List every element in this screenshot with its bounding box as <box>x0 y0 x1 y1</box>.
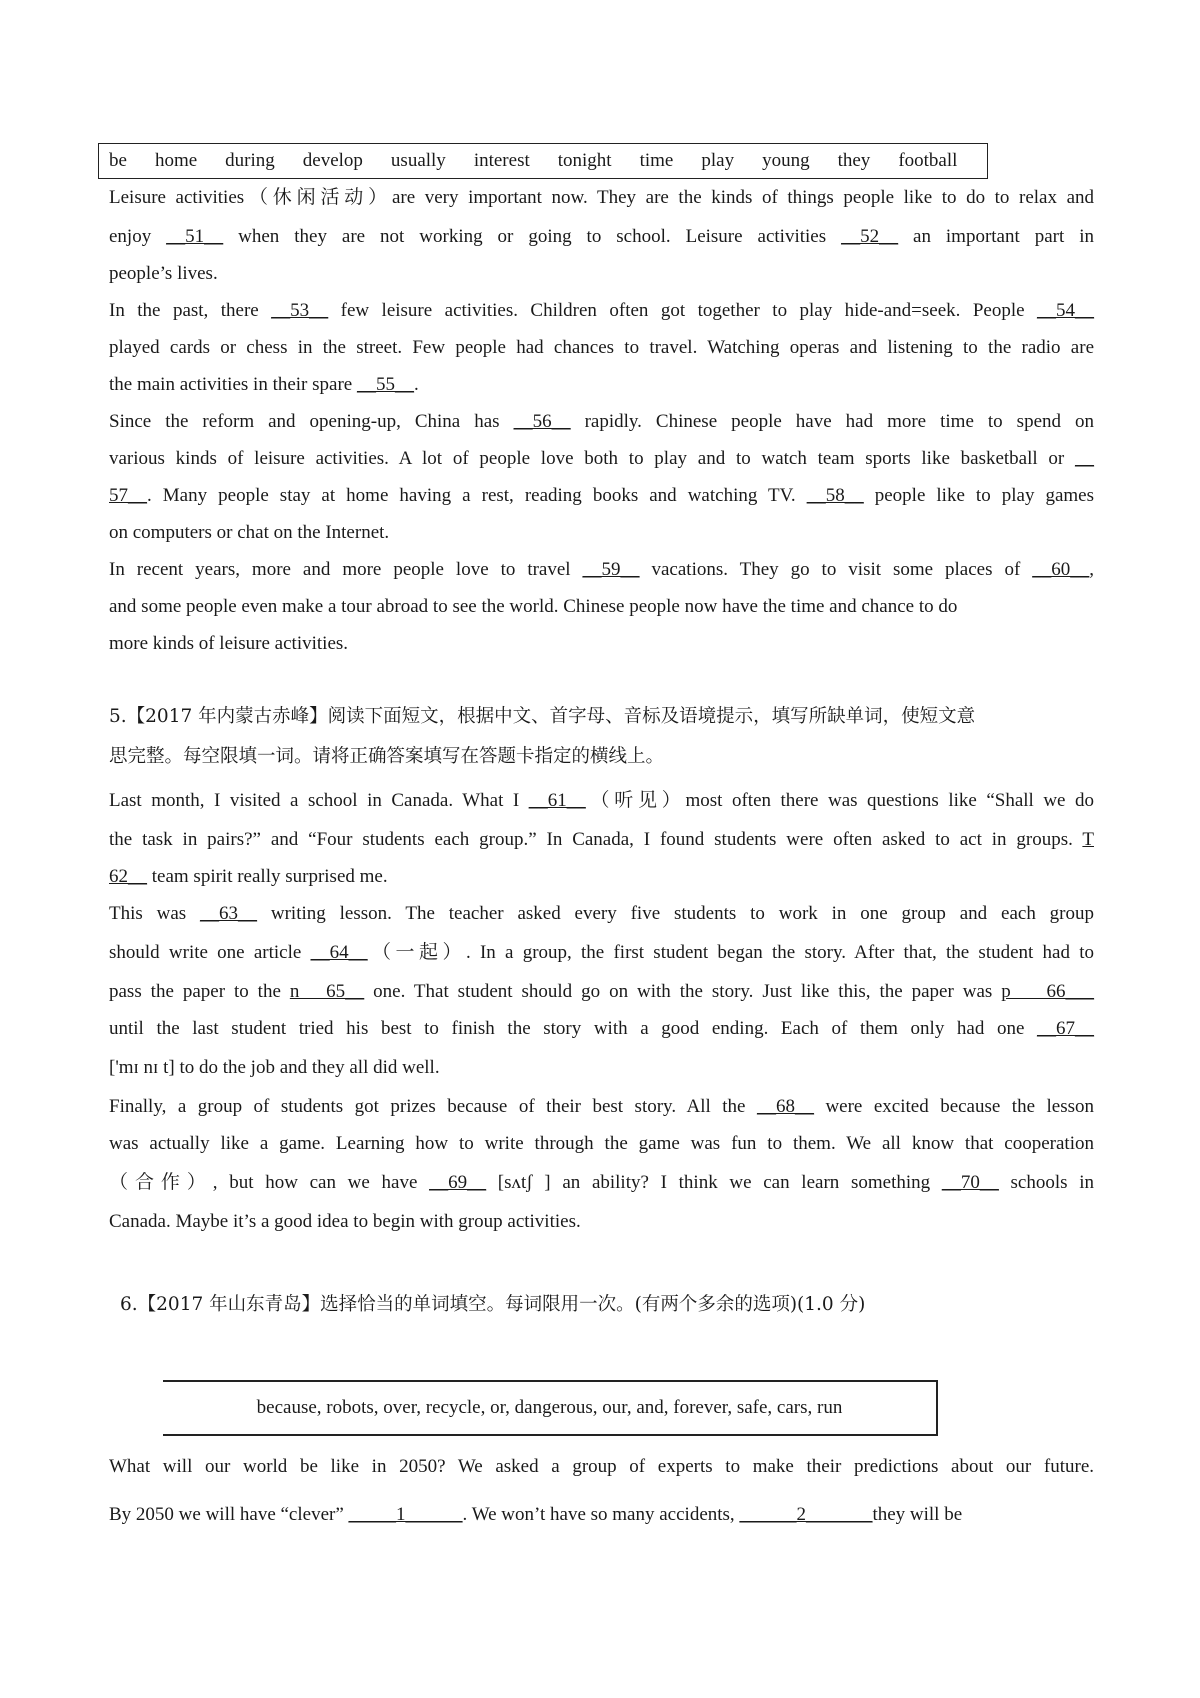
passage-line: the task in pairs?” and “Four students each group.” In Canada, I found students were often asked to act in groups. T <box>109 829 1094 850</box>
answer-blank-55[interactable]: __55__ <box>356 374 414 395</box>
passage-line: 57__. Many people stay at home having a rest, reading books and watching TV. __58__ people like to play games <box>109 485 1095 506</box>
answer-blank-63[interactable]: __63__ <box>200 903 258 924</box>
answer-blank-2[interactable]: ______2_______ <box>739 1504 873 1525</box>
word-bank-item: during <box>225 150 275 171</box>
passage-line: should write one article __64__（一起）. In a group, the first student began the story. After that, the student had to <box>109 942 1094 963</box>
word-bank-item: young <box>762 150 810 171</box>
word-bank-item: play <box>701 150 735 171</box>
passage-line: more kinds of leisure activities. <box>109 633 349 654</box>
word-bank-item: develop <box>302 150 363 171</box>
answer-blank-54[interactable]: __54__ <box>1037 300 1094 321</box>
answer-blank-56[interactable]: __56__ <box>513 411 571 432</box>
question-6-heading: 6.【2017 年山东青岛】选择恰当的单词填空。每词限用一次。(有两个多余的选项)(1.0 分) <box>120 1294 866 1315</box>
passage-line: played cards or chess in the street. Few people had chances to travel. Watching operas and listening to the radio are <box>109 337 1094 358</box>
answer-blank-66[interactable]: p 66___ <box>1001 981 1095 1002</box>
passage-line: various kinds of leisure activities. A lot of people love both to play and to watch team sports like basketball or __ <box>109 448 1094 469</box>
passage-line: What will our world be like in 2050? We asked a group of experts to make their predictions about our future. <box>109 1456 1094 1477</box>
passage-line: the main activities in their spare __55__. <box>109 374 419 395</box>
answer-blank-52[interactable]: __52__ <box>841 226 899 247</box>
answer-blank-59[interactable]: __59__ <box>582 559 640 580</box>
word-bank-item: usually <box>390 150 446 171</box>
answer-blank-53[interactable]: __53__ <box>271 300 329 321</box>
word-bank-box-2 <box>163 1380 938 1436</box>
passage-line: By 2050 we will have “clever” _____1______. We won’t have so many accidents, ______2_______they will be <box>109 1504 963 1525</box>
passage-line: This was __63__ writing lesson. The teacher asked every five students to work in one group and each group <box>109 903 1094 924</box>
answer-blank-70[interactable]: __70__ <box>941 1172 999 1193</box>
answer-blank-62b[interactable]: 62__ <box>109 866 147 887</box>
passage-line: Since the reform and opening-up, China has __56__ rapidly. Chinese people have had more time to spend on <box>109 411 1095 432</box>
passage-line: pass the paper to the n 65__ one. That student should go on with the story. Just like this, the paper was p 66___ <box>109 981 1095 1002</box>
answer-blank-57b[interactable]: 57__ <box>109 485 147 506</box>
passage-line: In the past, there __53__ few leisure activities. Children often got together to play hide-and=seek. People __54__ <box>109 300 1094 321</box>
word-bank-item: they <box>837 150 871 171</box>
answer-blank-68[interactable]: __68__ <box>756 1096 814 1117</box>
answer-blank-64[interactable]: __64__ <box>310 942 368 963</box>
answer-blank-67[interactable]: __67__ <box>1037 1018 1094 1039</box>
answer-blank-62a[interactable]: T <box>1082 829 1094 850</box>
passage-line: Leisure activities（休闲活动）are very important now. They are the kinds of things people like to do to relax and <box>109 187 1094 208</box>
passage-line: Last month, I visited a school in Canada. What I __61__（听见）most often there was questions like “Shall we do <box>109 790 1094 811</box>
passage-line: Canada. Maybe it’s a good idea to begin with group activities. <box>109 1211 581 1232</box>
answer-blank-65[interactable]: n 65__ <box>289 981 365 1002</box>
question-5-heading: 5.【2017 年内蒙古赤峰】阅读下面短文，根据中文、首字母、音标及语境提示，填写所缺单词，使短文意 <box>109 706 976 727</box>
question-5-heading-cont: 思完整。每空限填一词。请将正确答案填写在答题卡指定的横线上。 <box>109 746 665 767</box>
word-bank-item: time <box>639 150 674 171</box>
word-bank-box <box>98 143 988 179</box>
passage-line: In recent years, more and more people love to travel __59__ vacations. They go to visit some places of __60__, <box>109 559 1094 580</box>
passage-line: 62__ team spirit really surprised me. <box>109 866 388 887</box>
word-bank-item: tonight <box>557 150 612 171</box>
word-bank-item: home <box>154 150 198 171</box>
passage-line: Finally, a group of students got prizes because of their best story. All the __68__ were excited because the lesson <box>109 1096 1094 1117</box>
word-bank-item: interest <box>473 150 530 171</box>
passage-line: people’s lives. <box>109 263 218 284</box>
passage-line: was actually like a game. Learning how to write through the game was fun to them. We all know that cooperation <box>109 1133 1094 1154</box>
passage-line: on computers or chat on the Internet. <box>109 522 390 543</box>
answer-blank-61[interactable]: __61__ <box>528 790 586 811</box>
answer-blank-69[interactable]: __69__ <box>429 1172 487 1193</box>
word-bank-list: because, robots, over, recycle, or, dangerous, our, and, forever, safe, cars, run <box>256 1397 843 1418</box>
answer-blank-57a[interactable]: __ <box>1075 448 1094 469</box>
word-bank-item: football <box>898 150 958 171</box>
answer-blank-58[interactable]: __58__ <box>806 485 864 506</box>
word-bank-item: be <box>109 150 127 171</box>
answer-blank-51[interactable]: __51__ <box>166 226 224 247</box>
passage-line: and some people even make a tour abroad to see the world. Chinese people now have the time and chance to do <box>109 596 958 617</box>
passage-line: （合作）, but how can we have __69__ [sʌtʃ ] an ability? I think we can learn something __70__ schools in <box>109 1172 1094 1193</box>
passage-line: ['mɪ nɪ t] to do the job and they all did well. <box>109 1057 440 1078</box>
answer-blank-1[interactable]: _____1______ <box>348 1504 463 1525</box>
answer-blank-60[interactable]: __60__ <box>1032 559 1090 580</box>
passage-line: until the last student tried his best to finish the story with a good ending. Each of them only had one __67__ <box>109 1018 1094 1039</box>
passage-line: enjoy __51__ when they are not working or going to school. Leisure activities __52__ an important part in <box>109 226 1094 247</box>
